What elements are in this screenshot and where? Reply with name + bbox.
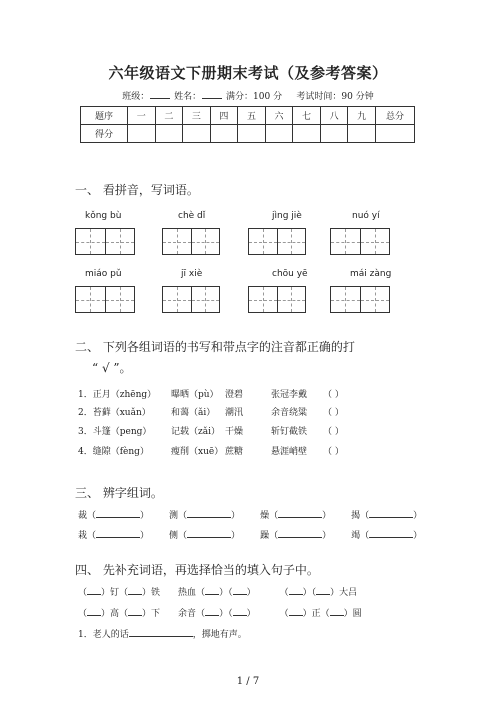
idiom-text: ） — [246, 609, 256, 619]
score-table — [80, 106, 415, 143]
grid-cell[interactable] — [163, 229, 192, 254]
writing-grid[interactable] — [75, 286, 135, 313]
idiom-blank[interactable] — [289, 606, 303, 616]
grid-cell[interactable] — [106, 287, 135, 312]
item-word: 潮汛 — [225, 408, 244, 418]
question-item — [78, 405, 344, 418]
grid-cell[interactable] — [278, 229, 306, 254]
sentence-question — [78, 627, 247, 640]
writing-grid[interactable] — [162, 286, 220, 313]
word-group-row — [78, 528, 422, 541]
pinyin-label: jī xiè — [181, 269, 203, 279]
char-close: ） — [231, 531, 241, 541]
section-2-heading: 二、 下列各组词语的书写和带点字的注音都正确的打 — [75, 340, 355, 354]
page-title: 六年级语文下册期末考试（及参考答案） — [108, 64, 388, 82]
grid-cell[interactable] — [76, 229, 106, 254]
char-open: 侧（ — [169, 531, 188, 541]
char-open: 躁（ — [260, 531, 279, 541]
score-cell[interactable] — [265, 125, 293, 143]
idiom-text: ）圆 — [343, 609, 362, 619]
idiom-text: （ — [78, 588, 88, 598]
idiom-blank[interactable] — [233, 606, 247, 616]
score-cell[interactable] — [376, 125, 415, 143]
pinyin-label: chōu yē — [272, 269, 308, 279]
section-4-heading: 四、 先补充词语，再选择恰当的填入句子中。 — [75, 563, 319, 577]
item-word: 澄碧 — [225, 390, 244, 400]
char-close: ） — [322, 511, 332, 521]
writing-grid[interactable] — [248, 286, 306, 313]
char-close: ） — [231, 511, 241, 521]
idiom-blank[interactable] — [330, 606, 344, 616]
item-word: 蔗糖 — [225, 447, 244, 457]
idiom-blank[interactable] — [289, 585, 303, 595]
idiom-text: ）铁 — [142, 588, 161, 598]
student-info-line — [0, 89, 496, 102]
answer-blank[interactable] — [187, 508, 231, 518]
char-close: ） — [413, 531, 423, 541]
answer-parens[interactable]: （ ） — [323, 447, 344, 457]
item-word: 曝晒（pù） — [171, 390, 219, 400]
char-close: ） — [413, 511, 423, 521]
item-word: 和蔼（ǎi） — [171, 408, 216, 418]
grid-cell[interactable] — [331, 287, 361, 312]
pinyin-label: mái zàng — [350, 269, 392, 279]
answer-blank[interactable] — [187, 528, 231, 538]
item-word: 瘦削（xuē） — [171, 447, 224, 457]
item-word: 余音绕粱 — [271, 408, 308, 418]
char-open: 裁（ — [78, 511, 97, 521]
char-open: 测（ — [169, 511, 188, 521]
answer-parens[interactable]: （ ） — [323, 390, 344, 400]
item-word: 悬涯峭壁 — [271, 447, 308, 457]
grid-cell[interactable] — [331, 229, 361, 254]
char-open: 燥（ — [260, 511, 279, 521]
idiom-text: ）钉（ — [101, 588, 129, 598]
idiom-blank[interactable] — [128, 585, 142, 595]
exam-time: 考试时间：90 分钟 — [296, 92, 374, 102]
score-cell[interactable] — [210, 125, 238, 143]
writing-grid[interactable] — [330, 286, 390, 313]
char-close: ） — [140, 511, 150, 521]
section-3-heading: 三、 辨字组词。 — [75, 486, 163, 500]
pinyin-label: miáo pǔ — [85, 269, 122, 279]
answer-blank[interactable] — [278, 508, 322, 518]
idiom-text: ）正（ — [302, 609, 330, 619]
idiom-blank[interactable] — [205, 606, 219, 616]
score-table-header-row — [81, 107, 415, 125]
question-item — [78, 444, 344, 457]
answer-blank[interactable] — [278, 528, 322, 538]
grid-cell[interactable] — [106, 229, 135, 254]
score-header-cell: 一 — [128, 107, 156, 125]
score-cell[interactable] — [238, 125, 266, 143]
item-word: 干燥 — [225, 427, 244, 437]
pinyin-label: chè dǐ — [178, 211, 206, 221]
grid-cell[interactable] — [249, 287, 278, 312]
section-1-heading: 一、 看拼音，写词语。 — [75, 183, 199, 197]
item-word: 张冠李戴 — [271, 390, 308, 400]
writing-grid[interactable] — [162, 228, 220, 255]
score-header-cell: 四 — [210, 107, 238, 125]
item-word: 2．苔藓（xuǎn） — [78, 408, 151, 418]
item-word: 3．斗篷（peng） — [78, 427, 152, 437]
sentence-start: 1．老人的话 — [78, 630, 129, 640]
item-word: 记载（zǎi） — [171, 427, 220, 437]
idiom-text: ）下 — [142, 609, 161, 619]
question-item — [78, 424, 344, 437]
grid-cell[interactable] — [76, 287, 106, 312]
word-group-row — [78, 508, 422, 521]
pinyin-label: nuó yí — [352, 211, 380, 221]
score-cell[interactable] — [348, 125, 376, 143]
score-header-cell: 五 — [238, 107, 266, 125]
idiom-blank[interactable] — [87, 606, 101, 616]
char-close: ） — [140, 531, 150, 541]
writing-grid[interactable] — [248, 228, 306, 255]
idiom-text: ） — [246, 588, 256, 598]
score-header-cell: 六 — [265, 107, 293, 125]
idiom-blank[interactable] — [233, 585, 247, 595]
score-header-cell: 八 — [320, 107, 348, 125]
idiom-text: （ — [279, 609, 289, 619]
item-word: 斩钉截铁 — [271, 427, 308, 437]
pinyin-label: jìng jiè — [272, 211, 302, 221]
name-label: 姓名： — [174, 92, 202, 102]
class-label: 班级： — [122, 92, 150, 102]
score-header-cell: 二 — [155, 107, 183, 125]
score-header-cell: 总分 — [376, 107, 415, 125]
writing-grid[interactable] — [330, 228, 390, 255]
score-cell[interactable] — [183, 125, 211, 143]
idiom-blank[interactable] — [128, 606, 142, 616]
grid-cell[interactable] — [249, 229, 278, 254]
grid-cell[interactable] — [192, 287, 220, 312]
sentence-blank[interactable] — [129, 627, 193, 637]
answer-parens[interactable]: （ ） — [323, 408, 344, 418]
idiom-text: 余音（ — [178, 609, 206, 619]
idiom-blank[interactable] — [205, 585, 219, 595]
answer-parens[interactable]: （ ） — [323, 427, 344, 437]
score-table-score-row — [81, 125, 415, 143]
answer-blank[interactable] — [369, 528, 413, 538]
answer-blank[interactable] — [96, 528, 140, 538]
idiom-blank[interactable] — [87, 585, 101, 595]
idiom-text: ）（ — [219, 588, 233, 598]
section-2-heading-cont: “ √ ”。 — [92, 361, 132, 375]
idiom-text: ）高（ — [101, 609, 129, 619]
name-blank[interactable] — [202, 90, 222, 99]
writing-grid[interactable] — [75, 228, 135, 255]
char-open: 揭（ — [351, 511, 370, 521]
item-word: 1．正月（zhēng） — [78, 390, 157, 400]
idiom-text: （ — [78, 609, 88, 619]
score-row-label: 得分 — [81, 125, 128, 143]
score-cell[interactable] — [320, 125, 348, 143]
idiom-text: （ — [279, 588, 289, 598]
char-open: 栽（ — [78, 531, 97, 541]
idiom-text: ）（ — [302, 588, 317, 598]
grid-cell[interactable] — [278, 287, 306, 312]
char-open: 竭（ — [351, 531, 370, 541]
full-score: 满分：100 分 — [226, 92, 283, 102]
score-cell[interactable] — [155, 125, 183, 143]
grid-cell[interactable] — [192, 229, 220, 254]
class-blank[interactable] — [150, 90, 170, 99]
sentence-end: ，掷地有声。 — [192, 630, 247, 640]
idiom-blank[interactable] — [316, 585, 330, 595]
grid-cell[interactable] — [361, 229, 390, 254]
score-cell[interactable] — [128, 125, 156, 143]
answer-blank[interactable] — [96, 508, 140, 518]
idiom-row — [78, 606, 362, 619]
item-word: 4．缝隙（fèng） — [78, 447, 149, 457]
score-header-cell: 九 — [348, 107, 376, 125]
pinyin-label: kǒng bù — [85, 211, 122, 221]
question-item — [78, 387, 344, 400]
score-header-cell: 七 — [293, 107, 321, 125]
char-close: ） — [322, 531, 332, 541]
answer-blank[interactable] — [369, 508, 413, 518]
score-header-cell: 题序 — [81, 107, 128, 125]
page-number: 1 / 7 — [236, 676, 260, 687]
idiom-text: ）大吕 — [330, 588, 358, 598]
grid-cell[interactable] — [163, 287, 192, 312]
score-cell[interactable] — [293, 125, 321, 143]
idiom-text: ）（ — [219, 609, 233, 619]
grid-cell[interactable] — [361, 287, 390, 312]
score-header-cell: 三 — [183, 107, 211, 125]
idiom-row — [78, 585, 357, 598]
idiom-text: 热血（ — [178, 588, 206, 598]
